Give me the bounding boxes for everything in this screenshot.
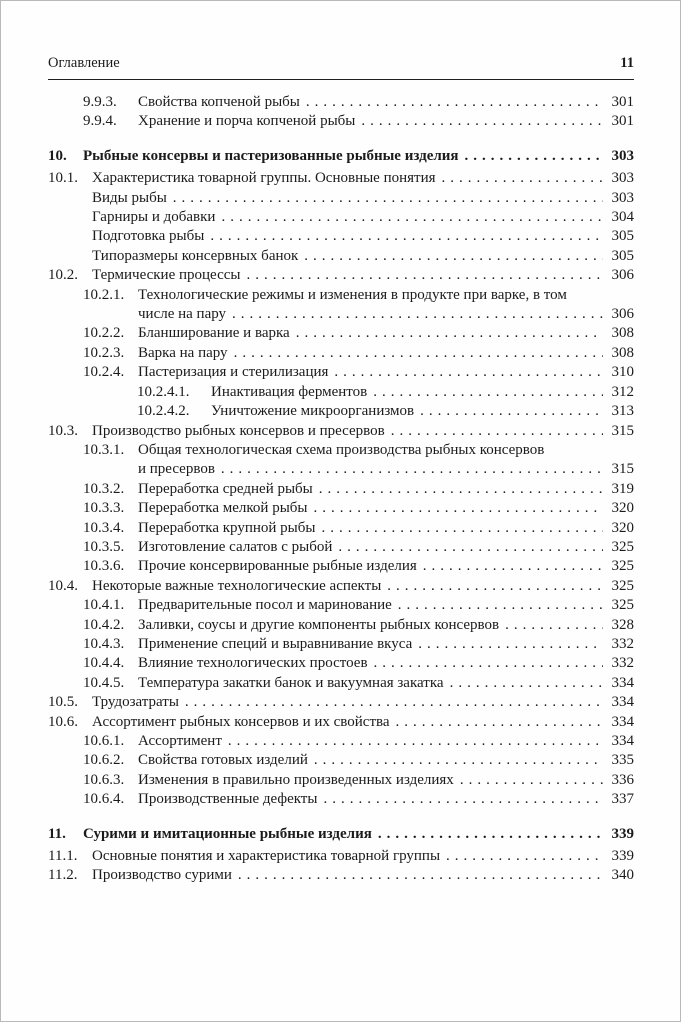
entry-title: Общая технологическая схема производства рыбных консервов	[138, 441, 545, 458]
entry-page: 308	[611, 325, 634, 342]
dot-leader	[173, 189, 603, 208]
entry-number: 10.3.6.	[83, 558, 125, 575]
dot-leader	[398, 596, 603, 615]
toc-entry	[48, 771, 634, 790]
toc-entry	[48, 480, 634, 499]
entry-number: 10.2.4.2.	[137, 403, 190, 420]
entry-page: 303	[611, 147, 634, 164]
toc-entry	[48, 363, 634, 382]
entry-page: 315	[611, 461, 634, 478]
entry-page: 339	[611, 848, 634, 865]
toc-entry-continuation	[48, 460, 634, 479]
entry-title: Свойства готовых изделий	[138, 752, 308, 769]
entry-page: 303	[611, 170, 634, 187]
entry-number: 10.4.	[48, 577, 78, 594]
toc-entry	[48, 422, 634, 441]
entry-title: Производство сурими	[92, 867, 232, 884]
entry-title: Предварительные посол и маринование	[138, 597, 392, 614]
entry-page: 305	[611, 228, 634, 245]
entry-page: 312	[611, 383, 634, 400]
entry-page: 332	[611, 655, 634, 672]
entry-number: 10.4.5.	[83, 674, 125, 691]
toc-entry	[48, 499, 634, 518]
entry-page: 303	[611, 189, 634, 206]
entry-number: 10.3.	[48, 422, 78, 439]
entry-page: 325	[611, 538, 634, 555]
entry-title: Производство рыбных консервов и пресервов	[92, 422, 385, 439]
entry-title: Пастеризация и стерилизация	[138, 364, 329, 381]
dot-leader	[238, 866, 603, 885]
entry-number: 10.3.5.	[83, 538, 125, 555]
entry-page: 325	[611, 597, 634, 614]
entry-title: Заливки, соусы и другие компоненты рыбных консервов	[138, 616, 500, 633]
toc-entry	[48, 344, 634, 363]
entry-number: 10.6.3.	[83, 771, 125, 788]
entry-page: 319	[611, 480, 634, 497]
entry-page: 334	[611, 674, 634, 691]
dot-leader	[232, 305, 603, 324]
dot-leader	[228, 732, 603, 751]
dot-leader	[373, 383, 603, 402]
toc-entry-continuation	[48, 305, 634, 324]
toc-entry	[48, 169, 634, 188]
dot-leader	[396, 713, 603, 732]
dot-leader	[338, 538, 603, 557]
entry-number: 9.9.4.	[83, 113, 117, 130]
entry-title: Прочие консервированные рыбные изделия	[138, 558, 417, 575]
dot-leader	[450, 674, 603, 693]
dot-leader	[361, 112, 603, 131]
entry-number: 10.6.4.	[83, 791, 125, 808]
entry-number: 10.4.2.	[83, 616, 125, 633]
dot-leader	[221, 460, 603, 479]
dot-leader	[304, 247, 603, 266]
toc-entry	[48, 324, 634, 343]
entry-number: 10.1.	[48, 170, 78, 187]
entry-title: Переработка крупной рыбы	[138, 519, 316, 536]
dot-leader	[420, 402, 603, 421]
entry-title: Некоторые важные технологические аспекты	[92, 577, 382, 594]
dot-leader	[446, 847, 603, 866]
entry-number: 10.3.3.	[83, 500, 125, 517]
entry-page: 306	[611, 306, 634, 323]
dot-leader	[321, 519, 603, 538]
dot-leader	[234, 344, 603, 363]
entry-title: Свойства копченой рыбы	[138, 94, 300, 110]
toc-entry	[48, 825, 634, 844]
toc-list	[48, 93, 634, 886]
entry-title-continued: и пресервов	[138, 461, 215, 478]
dot-leader	[387, 577, 603, 596]
entry-page: 306	[611, 267, 634, 284]
toc-entry	[48, 147, 634, 166]
entry-title: Основные понятия и характеристика товарной группы	[92, 848, 441, 865]
dot-leader	[334, 363, 603, 382]
entry-page: 305	[611, 247, 634, 264]
entry-number: 10.3.1.	[83, 441, 125, 458]
entry-page: 308	[611, 344, 634, 361]
toc-entry	[48, 519, 634, 538]
entry-number: 10.2.	[48, 267, 78, 284]
dot-leader	[296, 324, 603, 343]
toc-entry	[48, 635, 634, 654]
entry-title: Типоразмеры консервных банок	[92, 247, 299, 264]
toc-entry	[48, 732, 634, 751]
toc-entry	[48, 713, 634, 732]
entry-page: 325	[611, 558, 634, 575]
entry-title: Термические процессы	[92, 267, 241, 284]
entry-title: Бланширование и варка	[138, 325, 290, 342]
entry-page: 335	[611, 752, 634, 769]
toc-entry	[48, 247, 634, 266]
toc-entry	[48, 266, 634, 285]
toc-entry	[48, 577, 634, 596]
header-title: Оглавление	[48, 55, 120, 71]
entry-number: 10.2.2.	[83, 325, 125, 342]
entry-page: 325	[611, 577, 634, 594]
toc-entry	[48, 402, 634, 421]
entry-title: Уничтожение микроорганизмов	[211, 403, 415, 420]
entry-page: 336	[611, 771, 634, 788]
entry-title: Виды рыбы	[92, 189, 167, 206]
entry-page: 310	[611, 364, 634, 381]
toc-entry	[48, 208, 634, 227]
entry-number: 11.2.	[48, 867, 78, 884]
entry-title: Переработка мелкой рыбы	[138, 500, 308, 517]
entry-number: 11.1.	[48, 848, 78, 865]
entry-title: Инактивация ферментов	[211, 383, 368, 400]
toc-entry	[48, 847, 634, 866]
toc-entry	[48, 286, 634, 305]
dot-leader	[423, 557, 603, 576]
entry-title: Гарниры и добавки	[92, 209, 216, 226]
entry-page: 334	[611, 713, 634, 730]
toc-entry	[48, 693, 634, 712]
dot-leader	[391, 422, 603, 441]
dot-leader	[505, 616, 603, 635]
dot-leader	[418, 635, 603, 654]
entry-number: 9.9.3.	[83, 94, 117, 110]
entry-title: Производственные дефекты	[138, 791, 318, 808]
entry-page: 301	[611, 94, 634, 110]
toc-entry	[48, 866, 634, 885]
entry-page: 320	[611, 519, 634, 536]
entry-page: 320	[611, 500, 634, 517]
entry-title: Изготовление салатов с рыбой	[138, 538, 333, 555]
toc-entry	[48, 751, 634, 770]
dot-leader	[465, 147, 603, 166]
dot-leader	[378, 825, 603, 844]
entry-number: 10.2.4.1.	[137, 383, 190, 400]
entry-number: 10.4.1.	[83, 597, 125, 614]
entry-title: Рыбные консервы и пастеризованные рыбные изделия	[83, 147, 459, 164]
entry-page: 301	[611, 113, 634, 130]
entry-title: Хранение и порча копченой рыбы	[138, 113, 356, 130]
entry-number: 10.4.4.	[83, 655, 125, 672]
entry-number: 10.2.3.	[83, 344, 125, 361]
dot-leader	[306, 93, 603, 112]
entry-number: 10.5.	[48, 694, 78, 711]
entry-page: 304	[611, 209, 634, 226]
dot-leader	[442, 169, 603, 188]
dot-leader	[210, 227, 603, 246]
entry-title: Ассортимент рыбных консервов и их свойства	[92, 713, 390, 730]
entry-title: Ассортимент	[138, 733, 222, 749]
entry-title: Изменения в правильно произведенных изделиях	[138, 771, 454, 788]
toc-entry	[48, 441, 634, 460]
dot-leader	[185, 693, 603, 712]
entry-number: 10.2.4.	[83, 364, 125, 381]
entry-page: 328	[611, 616, 634, 633]
toc-entry	[48, 383, 634, 402]
entry-title: Переработка средней рыбы	[138, 480, 313, 497]
dot-leader	[323, 790, 603, 809]
entry-title: Технологические режимы и изменения в продукте при варке, в том	[138, 286, 567, 303]
entry-number: 10.6.2.	[83, 752, 125, 769]
entry-page: 334	[611, 733, 634, 749]
entry-title: Температура закатки банок и вакуумная закатка	[138, 674, 444, 691]
toc-entry	[48, 674, 634, 693]
toc-entry	[48, 93, 634, 112]
entry-title: Влияние технологических простоев	[138, 655, 368, 672]
dot-leader	[246, 266, 603, 285]
entry-page: 339	[611, 825, 634, 842]
dot-leader	[319, 480, 603, 499]
entry-page: 340	[611, 867, 634, 884]
toc-entry	[48, 596, 634, 615]
toc-entry	[48, 616, 634, 635]
entry-title: Характеристика товарной группы. Основные понятия	[92, 170, 436, 187]
toc-entry	[48, 227, 634, 246]
entry-page: 337	[611, 791, 634, 808]
entry-number: 10.2.1.	[83, 286, 125, 303]
dot-leader	[314, 751, 603, 770]
page-header	[48, 55, 634, 80]
toc-entry	[48, 790, 634, 809]
toc-entry	[48, 557, 634, 576]
entry-page: 313	[611, 403, 634, 420]
entry-page: 334	[611, 694, 634, 711]
entry-number: 10.6.	[48, 713, 78, 730]
entry-number: 10.3.2.	[83, 480, 125, 497]
entry-title: Трудозатраты	[92, 694, 179, 711]
entry-title: Сурими и имитационные рыбные изделия	[83, 825, 372, 842]
toc-entry	[48, 538, 634, 557]
toc-entry	[48, 112, 634, 131]
dot-leader	[374, 654, 603, 673]
dot-leader	[460, 771, 603, 790]
entry-title: Подготовка рыбы	[92, 228, 205, 245]
toc-entry	[48, 654, 634, 673]
header-page-number: 11	[620, 55, 634, 71]
entry-number: 10.6.1.	[83, 733, 125, 749]
entry-number: 10.4.3.	[83, 635, 125, 652]
entry-title: Варка на пару	[138, 344, 228, 361]
entry-number: 10.3.4.	[83, 519, 125, 536]
entry-number: 11.	[48, 825, 66, 842]
entry-page: 332	[611, 635, 634, 652]
entry-number: 10.	[48, 147, 67, 164]
entry-page: 315	[611, 422, 634, 439]
entry-title: Применение специй и выравнивание вкуса	[138, 635, 413, 652]
dot-leader	[221, 208, 603, 227]
dot-leader	[314, 499, 604, 518]
toc-entry	[48, 189, 634, 208]
entry-title-continued: числе на пару	[138, 306, 227, 323]
